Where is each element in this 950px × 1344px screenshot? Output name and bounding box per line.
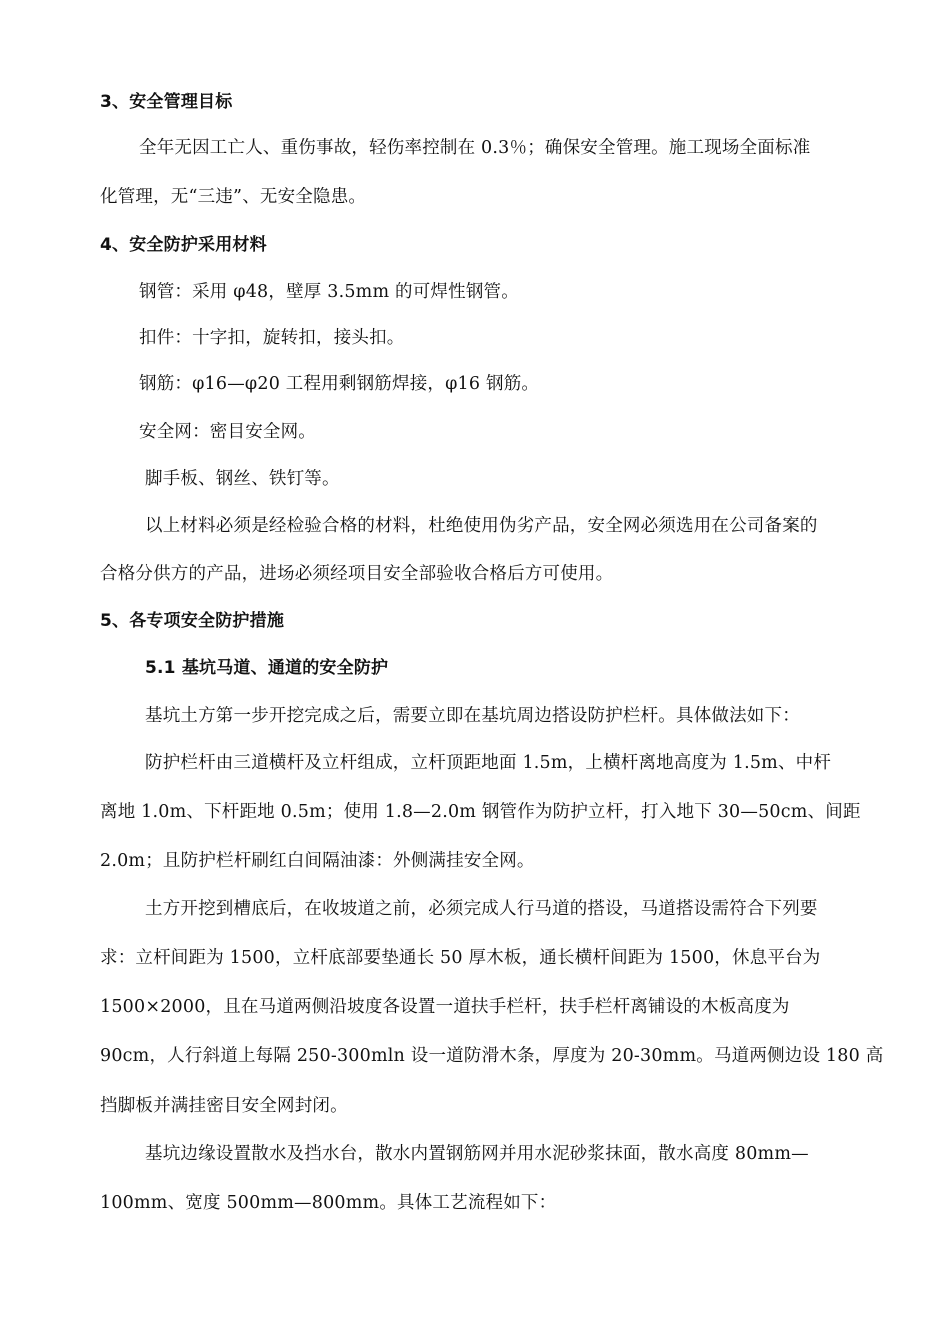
paragraph-line: 化管理，无“三违”、无安全隐患。 bbox=[100, 187, 367, 207]
paragraph-line: 基坑边缘设置散水及挡水台，散水内置钢筋网并用水泥砂浆抹面，散水高度 80mm— bbox=[145, 1144, 809, 1164]
paragraph-line: 土方开挖到槽底后，在收坡道之前，必须完成人行马道的搭设，马道搭设需符合下列要 bbox=[145, 899, 818, 919]
paragraph-line: 以上材料必须是经检验合格的材料，杜绝使用伪劣产品，安全网必须选用在公司备案的 bbox=[145, 516, 818, 536]
material-steel-pipe: 钢管：采用 φ48，壁厚 3.5mm 的可焊性钢管。 bbox=[139, 282, 519, 302]
material-fasteners: 扣件：十字扣，旋转扣，接头扣。 bbox=[139, 328, 405, 348]
paragraph-line: 90cm，人行斜道上每隔 250-300mln 设一道防滑木条，厚度为 20-30mm。马道两侧边设 180 高 bbox=[100, 1046, 884, 1066]
material-rebar: 钢筋：φ16—φ20 工程用剩钢筋焊接，φ16 钢筋。 bbox=[139, 374, 540, 394]
paragraph-line: 1500×2000，且在马道两侧沿坡度各设置一道扶手栏杆，扶手栏杆离铺设的木板高度为 bbox=[100, 997, 790, 1017]
paragraph-line: 防护栏杆由三道横杆及立杆组成，立杆顶距地面 1.5m，上横杆离地高度为 1.5m、中杆 bbox=[145, 753, 832, 773]
paragraph-line: 100mm、宽度 500mm—800mm。具体工艺流程如下： bbox=[100, 1193, 557, 1213]
paragraph-line: 挡脚板并满挂密目安全网封闭。 bbox=[100, 1096, 348, 1116]
section-4-heading: 4、安全防护采用材料 bbox=[100, 235, 267, 255]
paragraph-line: 2.0m；且防护栏杆刷红白间隔油漆：外侧满挂安全网。 bbox=[100, 851, 535, 871]
paragraph-line: 求：立杆间距为 1500，立杆底部要垫通长 50 厚木板，通长横杆间距为 1500，休息平台为 bbox=[100, 948, 821, 968]
paragraph-line: 合格分供方的产品，进场必须经项目安全部验收合格后方可使用。 bbox=[100, 564, 614, 584]
material-safety-net: 安全网：密目安全网。 bbox=[139, 422, 316, 442]
section-5-heading: 5、各专项安全防护措施 bbox=[100, 611, 285, 631]
paragraph-line: 离地 1.0m、下杆距地 0.5m；使用 1.8—2.0m 钢管作为防护立杆，打入地下 30—50cm、间距 bbox=[100, 802, 861, 822]
paragraph-line: 全年无因工亡人、重伤事故，轻伤率控制在 0.3％；确保安全管理。施工现场全面标准 bbox=[139, 138, 811, 158]
section-3-heading: 3、安全管理目标 bbox=[100, 92, 233, 112]
material-scaffold: 脚手板、钢丝、铁钉等。 bbox=[145, 469, 340, 489]
paragraph-line: 基坑土方第一步开挖完成之后，需要立即在基坑周边搭设防护栏杆。具体做法如下： bbox=[145, 706, 800, 726]
subsection-5-1-heading: 5.1 基坑马道、通道的安全防护 bbox=[145, 658, 389, 678]
